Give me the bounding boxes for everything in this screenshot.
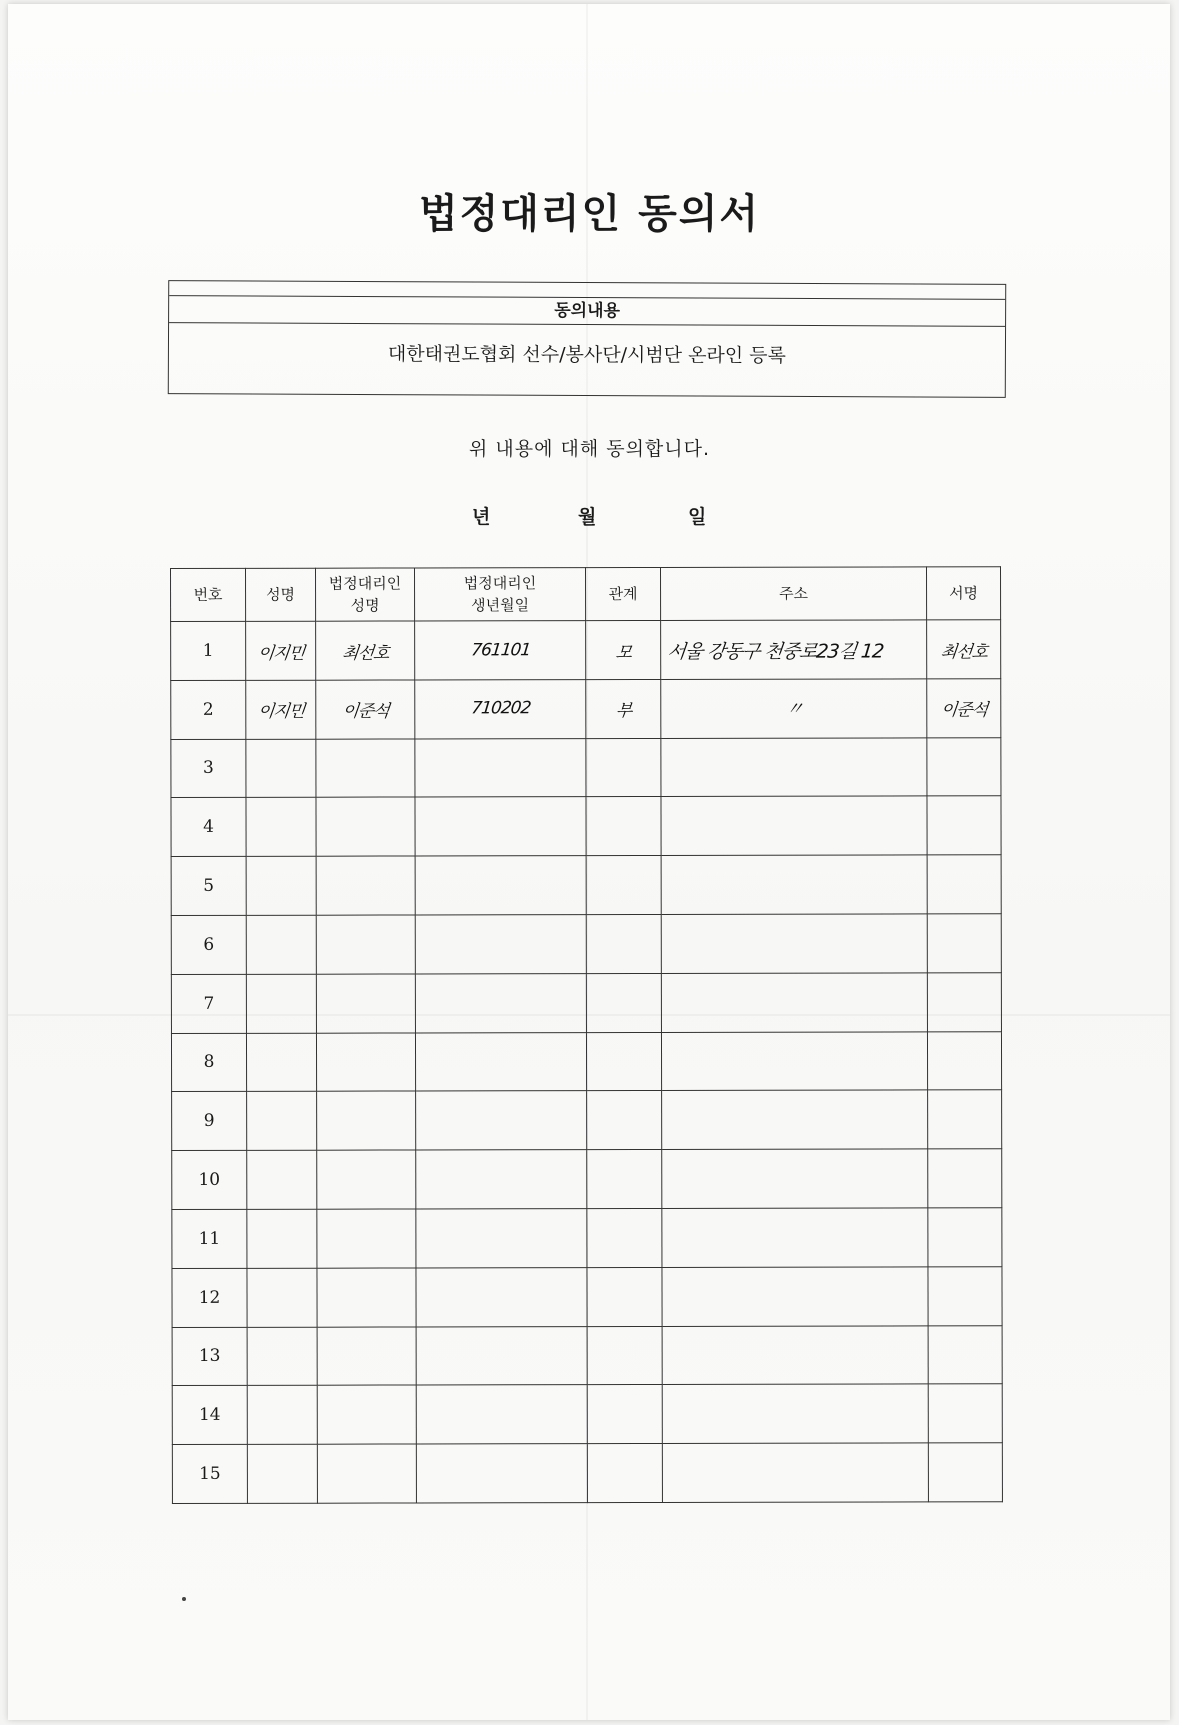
- cell-signature: [925, 1090, 1005, 1149]
- cell-name: [244, 1444, 320, 1503]
- cell-guardian-name: [314, 1091, 419, 1150]
- table-row: [171, 620, 1001, 681]
- cell-relation: [584, 1208, 665, 1267]
- cell-guardian-birth: [413, 1267, 590, 1326]
- cell-no: 2: [171, 680, 246, 739]
- cell-guardian-birth: [413, 1091, 590, 1150]
- cell-address: [659, 1031, 931, 1090]
- cell-name: 이지민: [243, 680, 319, 739]
- cell-name: [243, 974, 319, 1033]
- cell-guardian-birth: [413, 1385, 590, 1444]
- table-row: [172, 1267, 1002, 1328]
- table-row: [172, 1208, 1002, 1269]
- table-row: [172, 1090, 1002, 1151]
- cell-address: [659, 1267, 931, 1326]
- header-no: 번호: [171, 568, 246, 621]
- table-row: [171, 855, 1001, 916]
- cell-guardian-name: [314, 1150, 419, 1209]
- consent-text: 대한태권도협회 선수/봉사단/시범단 온라인 등록: [387, 343, 786, 367]
- cell-name: [244, 1386, 320, 1445]
- header-guardian-name: [316, 568, 415, 621]
- cell-no: 11: [172, 1209, 247, 1268]
- header-guardian-name-line1: 법정대리인: [328, 574, 402, 593]
- cell-address: [658, 855, 930, 914]
- cell-no: 3: [171, 739, 246, 798]
- cell-name: [243, 739, 319, 798]
- cell-name: [244, 1209, 320, 1268]
- table-header-row: [171, 567, 1001, 622]
- cell-relation: [583, 856, 664, 915]
- cell-no: 1: [171, 621, 246, 680]
- consent-box: [168, 280, 1006, 398]
- agree-statement: 위 내용에 대해 동의합니다.: [468, 438, 711, 460]
- cell-no: 4: [171, 798, 246, 857]
- cell-guardian-name: [314, 1033, 419, 1092]
- cell-relation: [584, 1385, 665, 1444]
- cell-no: 8: [171, 1033, 246, 1092]
- cell-no: 12: [172, 1268, 247, 1327]
- header-guardian-name-line2: 성명: [350, 596, 380, 615]
- cell-signature: 최선호: [924, 620, 1004, 679]
- cell-guardian-birth: 761101: [412, 621, 589, 680]
- cell-no: 5: [171, 857, 246, 916]
- cell-address: [659, 1325, 931, 1384]
- cell-guardian-birth: [413, 1209, 590, 1268]
- table-row: [171, 1031, 1001, 1092]
- cell-relation: [584, 1326, 665, 1385]
- cell-relation: [584, 1032, 665, 1091]
- header-signature: 서명: [926, 567, 1000, 620]
- cell-relation: [583, 738, 664, 797]
- cell-name: [244, 1092, 320, 1151]
- cell-guardian-name: [313, 856, 418, 915]
- cell-guardian-birth: [412, 856, 589, 915]
- cell-signature: [925, 1384, 1005, 1443]
- cell-signature: [925, 1208, 1005, 1267]
- table-row: [171, 973, 1001, 1034]
- table-row: [171, 914, 1001, 975]
- table-row: [172, 1149, 1002, 1210]
- cell-signature: [924, 914, 1004, 973]
- cell-address: [659, 1090, 931, 1149]
- cell-guardian-birth: 710202: [412, 679, 589, 738]
- cell-guardian-birth: [412, 797, 589, 856]
- cell-guardian-name: [313, 974, 418, 1033]
- cell-guardian-name: 최선호: [313, 621, 418, 680]
- cell-address: [658, 914, 930, 973]
- cell-relation: [584, 1150, 665, 1209]
- cell-signature: [925, 1325, 1005, 1384]
- cell-name: 이지민: [243, 621, 319, 680]
- cell-address: 서울 강동구 천중로23길 12: [658, 620, 930, 679]
- cell-name: [244, 1150, 320, 1209]
- cell-signature: [925, 1031, 1005, 1090]
- table-row: [172, 1384, 1002, 1445]
- consent-header: 동의내용: [169, 295, 1005, 327]
- cell-signature: 이준석: [924, 679, 1004, 738]
- guardian-table: [170, 566, 1003, 1504]
- cell-guardian-name: [313, 797, 418, 856]
- cell-signature: [925, 1443, 1005, 1502]
- header-address: 주소: [661, 567, 927, 621]
- cell-relation: [584, 1091, 665, 1150]
- cell-guardian-name: [314, 1209, 419, 1268]
- table-row: [171, 796, 1001, 857]
- cell-relation: [583, 973, 664, 1032]
- cell-address: [658, 738, 930, 797]
- document-title: 법정대리인 동의서: [418, 190, 761, 237]
- cell-no: 6: [171, 915, 246, 974]
- cell-guardian-name: [313, 915, 418, 974]
- cell-address: [658, 796, 930, 855]
- cell-signature: [924, 855, 1004, 914]
- cell-guardian-name: [314, 1268, 419, 1327]
- cell-guardian-birth: [412, 915, 589, 974]
- cell-guardian-name: [313, 739, 418, 798]
- cell-relation: 부: [583, 679, 664, 738]
- cell-name: [244, 1327, 320, 1386]
- ink-speck: [182, 1597, 186, 1601]
- table-row: [172, 1325, 1002, 1386]
- cell-no: 14: [172, 1386, 247, 1445]
- cell-guardian-name: 이준석: [313, 680, 418, 739]
- cell-address: [659, 1443, 931, 1502]
- cell-name: [243, 798, 319, 857]
- cell-name: [244, 1033, 320, 1092]
- cell-guardian-name: [314, 1444, 419, 1503]
- cell-address: [659, 1149, 931, 1208]
- cell-relation: 모: [583, 620, 664, 679]
- header-guardian-birth: [415, 568, 586, 621]
- cell-address: [659, 1208, 931, 1267]
- cell-guardian-birth: [413, 1444, 590, 1503]
- header-guardian-birth-line2: 생년월일: [471, 596, 530, 615]
- cell-guardian-birth: [412, 973, 589, 1032]
- cell-guardian-name: [314, 1327, 419, 1386]
- cell-name: [243, 856, 319, 915]
- cell-relation: [583, 797, 664, 856]
- date-day-label: 일: [688, 506, 707, 528]
- table-body: [171, 620, 1003, 1504]
- cell-no: 9: [172, 1092, 247, 1151]
- cell-signature: [924, 737, 1004, 796]
- table-row: [171, 679, 1001, 740]
- cell-guardian-birth: [413, 1326, 590, 1385]
- header-name: 성명: [246, 568, 316, 621]
- cell-signature: [924, 973, 1004, 1032]
- header-guardian-birth-line1: 법정대리인: [463, 574, 537, 593]
- cell-name: [244, 1268, 320, 1327]
- cell-no: 10: [172, 1151, 247, 1210]
- cell-name: [243, 915, 319, 974]
- date-month-label: 월: [578, 506, 597, 528]
- cell-no: 13: [172, 1327, 247, 1386]
- cell-address: 〃: [658, 679, 930, 738]
- table-row: [172, 1443, 1002, 1504]
- cell-address: [659, 1384, 931, 1443]
- cell-guardian-birth: [412, 738, 589, 797]
- cell-no: 15: [172, 1444, 247, 1503]
- cell-relation: [584, 1267, 665, 1326]
- cell-relation: [584, 1444, 665, 1503]
- cell-signature: [925, 1149, 1005, 1208]
- date-year-label: 년: [472, 506, 491, 528]
- cell-signature: [924, 796, 1004, 855]
- cell-guardian-birth: [413, 1032, 590, 1091]
- cell-address: [658, 973, 930, 1032]
- cell-signature: [925, 1267, 1005, 1326]
- cell-relation: [583, 914, 664, 973]
- cell-guardian-name: [314, 1385, 419, 1444]
- table-row: [171, 737, 1001, 798]
- cell-no: 7: [171, 974, 246, 1033]
- cell-guardian-birth: [413, 1150, 590, 1209]
- header-relation: 관계: [586, 567, 661, 620]
